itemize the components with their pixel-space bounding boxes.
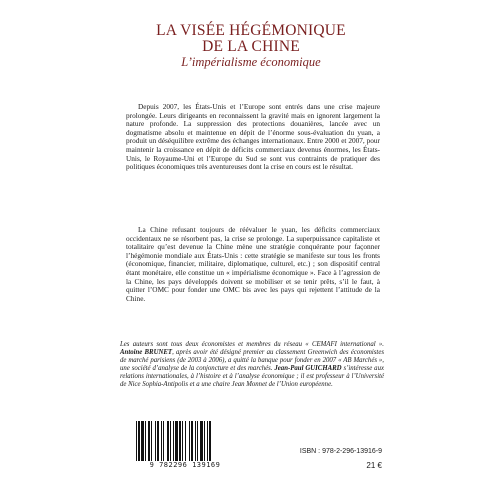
barcode (130, 421, 240, 471)
price-label: 21 € (366, 461, 382, 470)
subtitle: L’impérialisme économique (181, 55, 321, 69)
title-line-1: LA VISÉE HÉGÉMONIQUE (156, 22, 346, 39)
author-bio (120, 341, 384, 390)
barcode-digits: 9 782296 139169 (130, 461, 240, 469)
author-name-guichard: Jean-Paul GUICHARD (274, 365, 342, 373)
summary-paragraph-2: La Chine refusant toujours de réévaluer le yuan, les déficits commerciaux occidentaux ne se résorbent pas, la crise se prolonge. La superpuissance capitaliste et totalitaire qu’est devenue la Chine mène une stratégie conquérante pour façonner l’hégémonie mondiale aux États-Unis : cette stratégie se manifeste sur tous les fronts (économique, financier, militaire, diplomatique, culturel, etc.) ; son dispositif central étant monétaire, elle constitue un « impérialisme économique ». Face à l’agression de la Chine, les pays développés doivent se mobiliser et se tenir prêts, s’il le faut, à quitter l’OMC pour fonder une OMC bis avec les pays qui rejettent l’attitude de la Chine. (126, 225, 380, 303)
summary-paragraph-1: Depuis 2007, les États-Unis et l’Europe sont entrés dans une crise majeure prolongée. Leurs dirigeants en reconnaissent la gravité mais en ignorent largement la nature profonde. La suppression des protections douanières, lancée avec un dogmatisme absolu et maintenue en dépit de l’énorme sous-évaluation du yuan, a produit un déséquilibre extrême des échanges internationaux. Entre 2000 et 2007, pour maintenir la croissance en dépit de déficits commerciaux devenus énormes, les États-Unis, le Royaume-Uni et l’Europe du Sud se sont vus contraints de pratiquer des politiques économiques très aventureuses dont la crise en cours est le résultat. (126, 102, 380, 172)
bio-part-1: Les auteurs sont tous deux économistes et membres du réseau « CEMAFI international ». (120, 341, 384, 348)
isbn-label: ISBN : 978-2-296-13916-9 (299, 448, 382, 455)
author-name-brunet: Antoine BRUNET (120, 349, 173, 357)
barcode-bars-icon (130, 421, 240, 463)
book-back-cover (120, 0, 382, 487)
bio-part-3: s’intéresse aux relations internationales, à l’histoire et à l’analyse économique ; il est professeur à l’Université de Nice Sophia-Antipolis et a une chaire Jean Monnet de l’Union européenne. (120, 365, 384, 389)
title-line-2: DE LA CHINE (202, 38, 300, 55)
bio-part-2: , après avoir été désigné premier au classement Greenwich des économistes de marché parisiens (de 2003 à 2006), a quitté la banque pour fonder en 2007 « AB Marchés », une société d’analyse de la conjoncture et des marchés. (120, 349, 384, 373)
